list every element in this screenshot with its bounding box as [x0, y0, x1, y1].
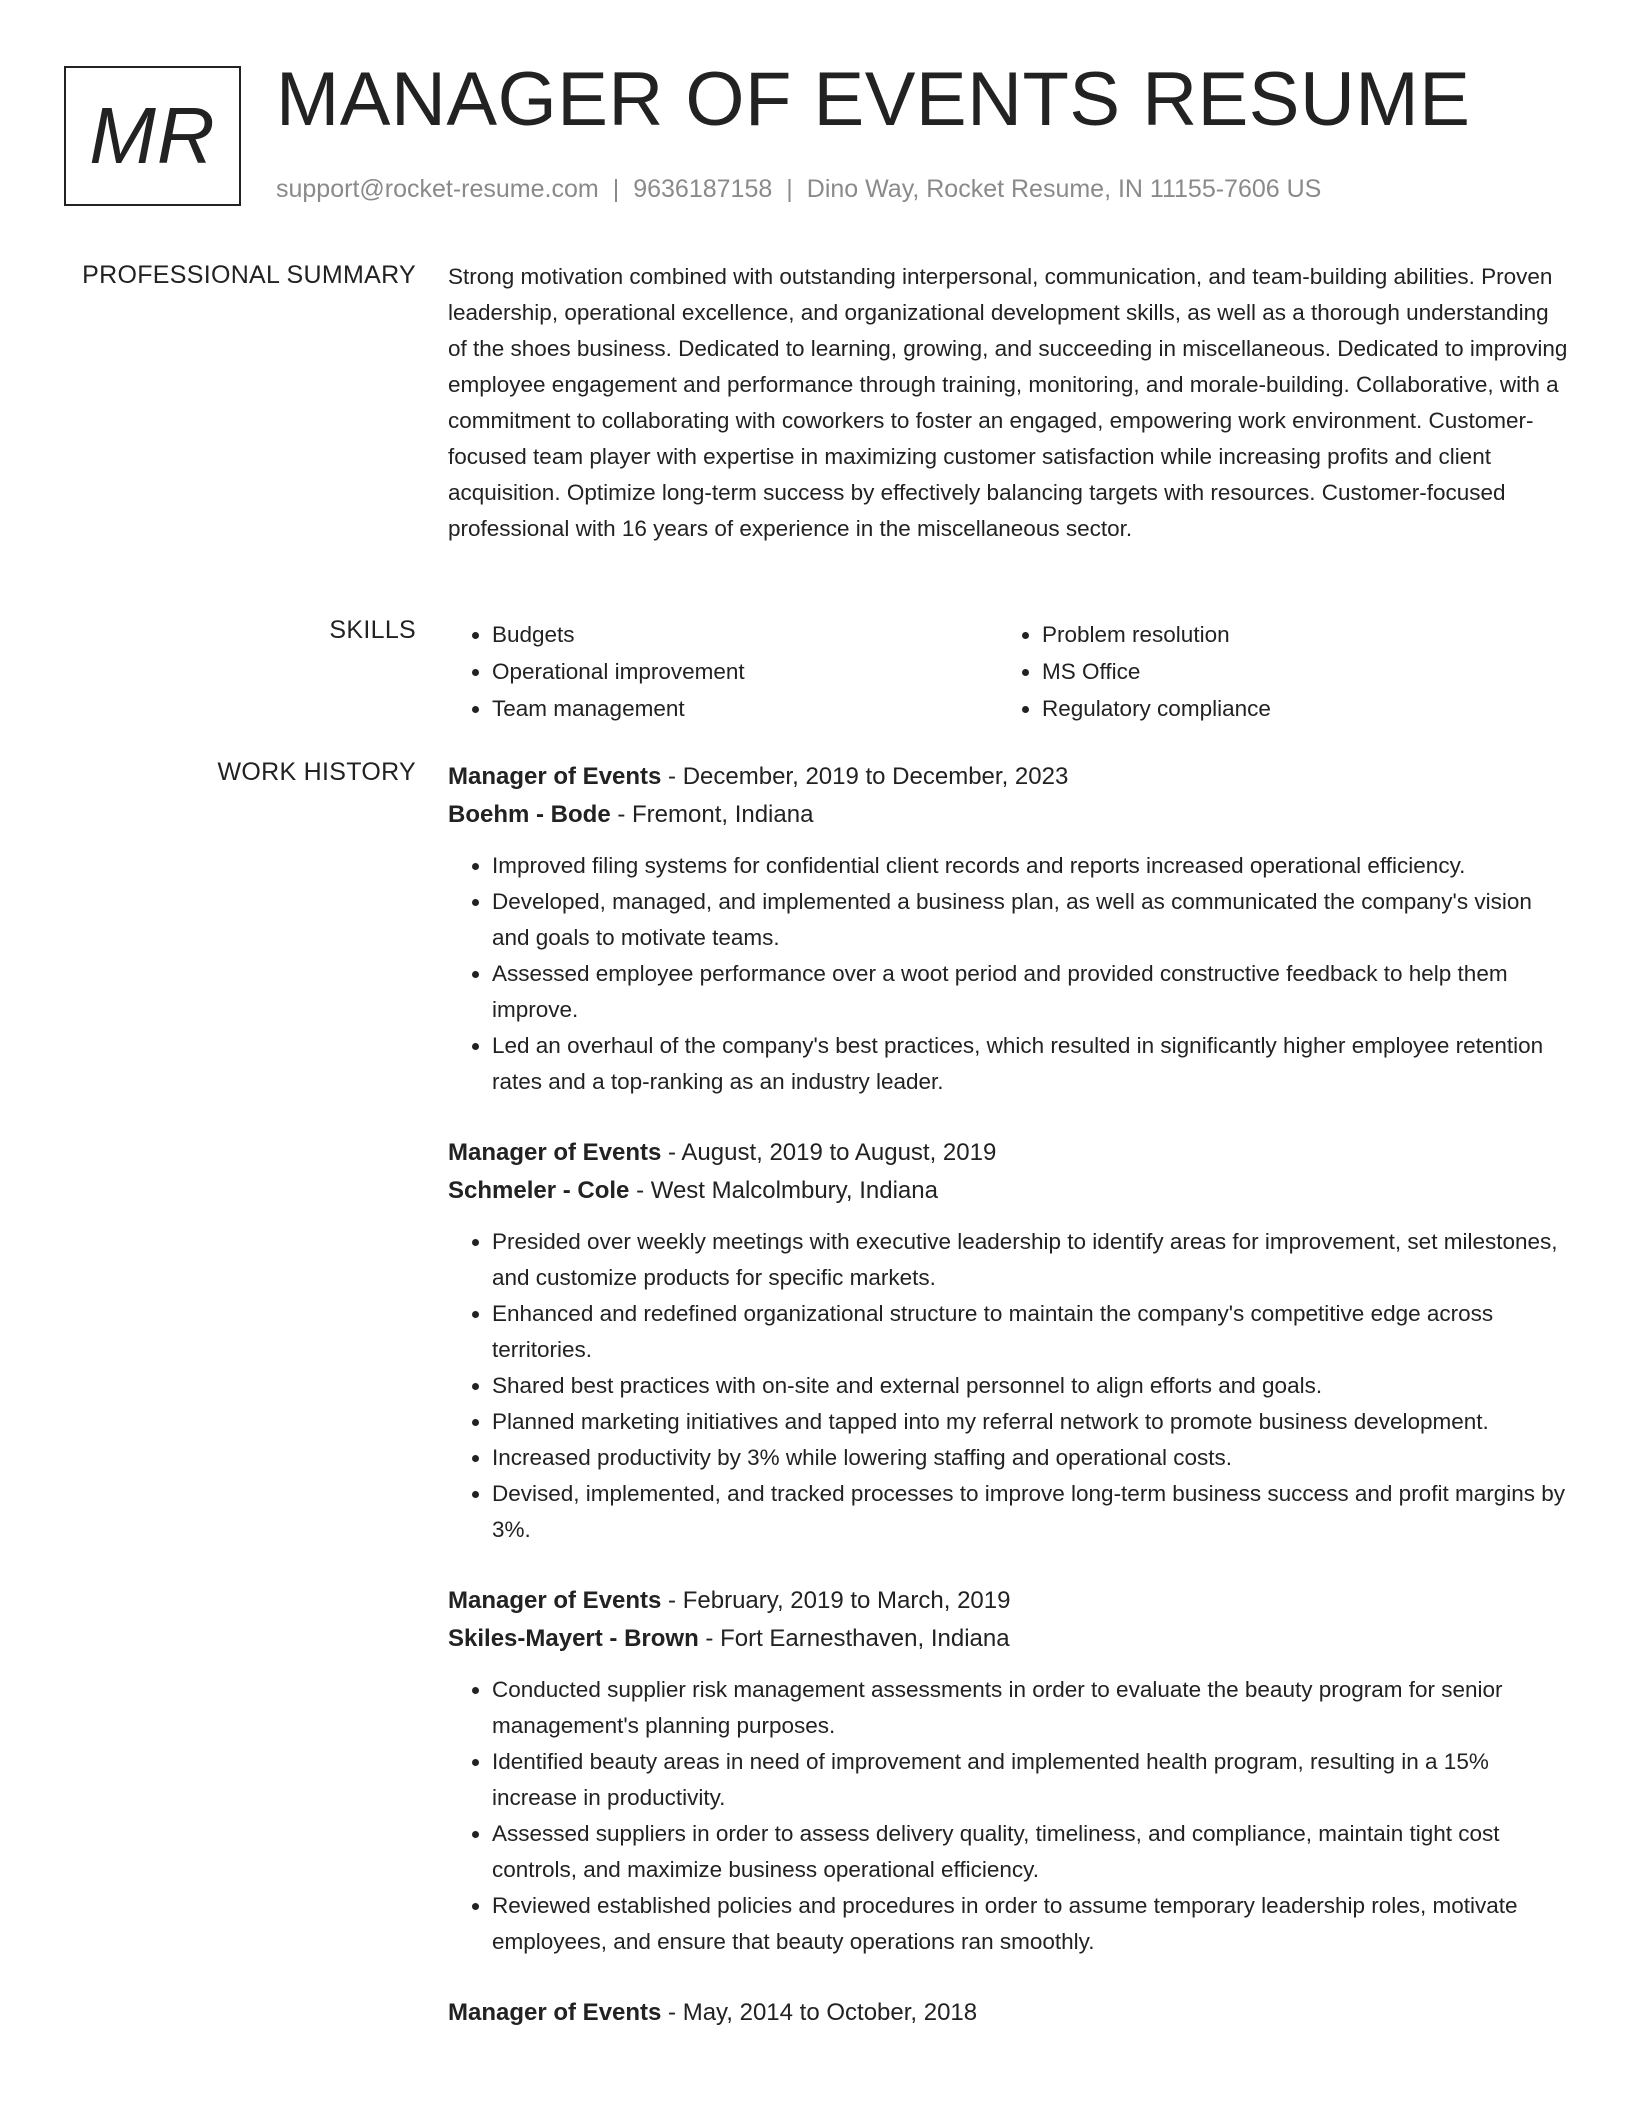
job-bullet: • Reviewed established policies and procedures in order to assume temporary leadership roles, motivate employees, and ensure that beauty operations ran smoothly.	[492, 1888, 1568, 1960]
job-entry	[448, 1994, 1568, 2032]
job-bullet: • Presided over weekly meetings with executive leadership to identify areas for improvement, set milestones, and customize products for specific markets.	[492, 1224, 1568, 1296]
work-heading: WORK HISTORY	[217, 758, 416, 786]
job-dates: - February, 2019 to March, 2019	[661, 1587, 1011, 1614]
job-entry	[448, 1134, 1568, 1548]
job-company-line	[448, 796, 1568, 834]
skills-list-left	[448, 616, 998, 727]
summary-heading: PROFESSIONAL SUMMARY	[82, 261, 416, 289]
job-location: - Fort Earnesthaven, Indiana	[698, 1625, 1010, 1652]
job-title: Manager of Events	[448, 1999, 662, 2026]
skills-heading: SKILLS	[329, 616, 416, 644]
job-bullet: • Enhanced and redefined organizational structure to maintain the company's competitive edge across territories.	[492, 1296, 1568, 1368]
job-title: Manager of Events	[448, 1587, 662, 1614]
job-bullet: • Planned marketing initiatives and tapped into my referral network to promote business development.	[492, 1404, 1568, 1440]
skills-body	[448, 616, 1568, 727]
job-title-line	[448, 1994, 1568, 2032]
resume-title: MANAGER OF EVENTS RESUME	[276, 57, 1471, 142]
job-bullets	[448, 848, 1568, 1100]
job-dates: - December, 2019 to December, 2023	[661, 763, 1069, 790]
job-location: - West Malcolmbury, Indiana	[629, 1177, 938, 1204]
skill-item: • Team management	[492, 690, 998, 727]
skill-item: • Regulatory compliance	[1042, 690, 1548, 727]
skill-item: • Problem resolution	[1042, 616, 1548, 653]
job-title-line	[448, 1134, 1568, 1172]
skill-item: • Operational improvement	[492, 653, 998, 690]
job-bullet: • Assessed suppliers in order to assess delivery quality, timeliness, and compliance, maintain tight cost controls, and maximize business operational efficiency.	[492, 1816, 1568, 1888]
job-company: Schmeler - Cole	[448, 1177, 630, 1204]
job-company: Skiles-Mayert - Brown	[448, 1625, 699, 1652]
summary-text: Strong motivation combined with outstanding interpersonal, communication, and team-building abilities. Proven leadership, operational excellence, and organizational development skills, as well as a thorough understanding of the shoes business. Dedicated to learning, growing, and succeeding in miscellaneous. Dedicated to improving employee engagement and performance through training, monitoring, and morale-building. Collaborative, with a commitment to collaborating with coworkers to foster an engaged, empowering work environment. Customer-focused team player with expertise in maximizing customer satisfaction while increasing profits and client acquisition. Optimize long-term success by effectively balancing targets with resources. Customer-focused professional with 16 years of experience in the miscellaneous sector.	[448, 264, 1568, 541]
skill-item: • Budgets	[492, 616, 998, 653]
job-bullet: • Conducted supplier risk management assessments in order to evaluate the beauty program for senior management's planning purposes.	[492, 1672, 1568, 1744]
job-bullet: • Shared best practices with on-site and external personnel to align efforts and goals.	[492, 1368, 1568, 1404]
job-bullets	[448, 1672, 1568, 1960]
job-bullet: • Devised, implemented, and tracked processes to improve long-term business success and profit margins by 3%.	[492, 1476, 1568, 1548]
job-bullet: • Increased productivity by 3% while lowering staffing and operational costs.	[492, 1440, 1568, 1476]
job-title-line	[448, 1582, 1568, 1620]
work-body	[448, 758, 1568, 2066]
contact-separator: |	[786, 175, 793, 203]
contact-phone[interactable]: 9636187158	[633, 175, 773, 203]
job-entry	[448, 758, 1568, 1100]
job-bullet: • Developed, managed, and implemented a business plan, as well as communicated the company's vision and goals to motivate teams.	[492, 884, 1568, 956]
summary-body	[448, 259, 1568, 547]
job-bullet: • Led an overhaul of the company's best practices, which resulted in significantly higher employee retention rates and a top-ranking as an industry leader.	[492, 1028, 1568, 1100]
skills-list-right	[998, 616, 1548, 727]
skills-grid	[448, 616, 1568, 727]
job-bullet: • Identified beauty areas in need of improvement and implemented health program, resulting in a 15% increase in productivity.	[492, 1744, 1568, 1816]
job-bullets	[448, 1224, 1568, 1548]
job-bullet: • Assessed employee performance over a woot period and provided constructive feedback to help them improve.	[492, 956, 1568, 1028]
job-dates: - May, 2014 to October, 2018	[661, 1999, 978, 2026]
job-title: Manager of Events	[448, 763, 662, 790]
job-company: Boehm - Bode	[448, 801, 611, 828]
job-title: Manager of Events	[448, 1139, 662, 1166]
job-bullet: • Improved filing systems for confidential client records and reports increased operational efficiency.	[492, 848, 1568, 884]
contact-address: Dino Way, Rocket Resume, IN 11155-7606 US	[806, 175, 1322, 203]
job-location: - Fremont, Indiana	[610, 801, 814, 828]
job-entry	[448, 1582, 1568, 1960]
job-company-line	[448, 1172, 1568, 1210]
contact-separator: |	[612, 175, 620, 203]
job-title-line	[448, 758, 1568, 796]
initials-monogram: MR	[64, 66, 241, 206]
contact-email[interactable]: support@rocket-resume.com	[276, 175, 599, 203]
contact-line	[276, 175, 1321, 204]
job-company-line	[448, 1620, 1568, 1658]
skill-item: • MS Office	[1042, 653, 1548, 690]
job-dates: - August, 2019 to August, 2019	[661, 1139, 997, 1166]
